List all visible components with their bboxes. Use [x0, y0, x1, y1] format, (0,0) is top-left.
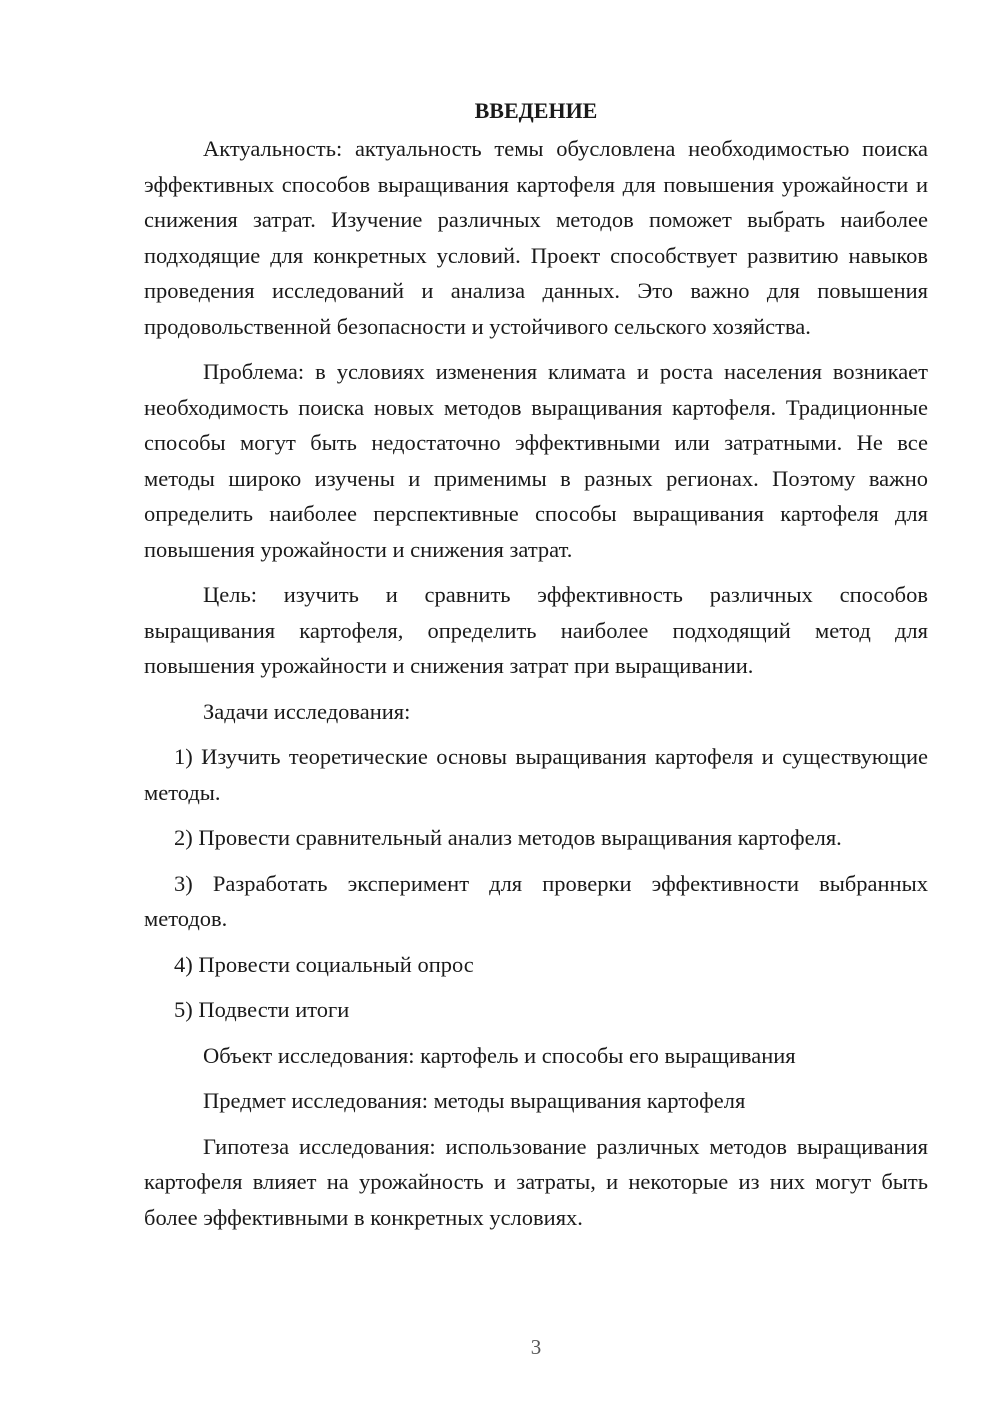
- page-number: 3: [530, 1335, 542, 1359]
- task-item-3: 3) Разработать эксперимент для проверки эффективности выбранных методов.: [144, 870, 928, 931]
- task-item-2: 2) Провести сравнительный анализ методов выращивания картофеля.: [174, 825, 842, 850]
- task-item-1: 1) Изучить теоретические основы выращивания картофеля и существующие методы.: [144, 744, 928, 805]
- task-item-4: 4) Провести социальный опрос: [174, 951, 474, 977]
- tasks-intro: Задачи исследования:: [203, 698, 411, 724]
- goal-paragraph: Цель: изучить и сравнить эффективность различных способов выращивания картофеля, определить наиболее подходящий метод для повышения урожайности и снижения затрат при выращивании.: [144, 582, 928, 678]
- problem-paragraph: Проблема: в условиях изменения климата и роста населения возникает необходимость поиска новых методов выращивания картофеля. Традиционные способы могут быть недостаточно эффективными или затратными. Не все методы широко изучены и применимы в разных регионах. Поэтому важно определить наиболее перспективные способы выращивания картофеля для повышения урожайности и снижения затрат.: [144, 359, 928, 562]
- subject-paragraph: Предмет исследования: методы выращивания картофеля: [203, 1088, 746, 1113]
- section-heading: ВВЕДЕНИЕ: [474, 98, 598, 123]
- hypothesis-paragraph: Гипотеза исследования: использование различных методов выращивания картофеля влияет на урожайность и затраты, и некоторые из них могут быть более эффективными в конкретных условиях.: [144, 1133, 928, 1230]
- relevance-paragraph: Актуальность: актуальность темы обусловлена необходимостью поиска эффективных способов выращивания картофеля для повышения урожайности и снижения затрат. Изучение различных методов поможет выбрать наиболее подходящие для конкретных условий. Проект способствует развитию навыков проведения исследований и анализа данных. Это важно для повышения продовольственной безопасности и устойчивого сельского хозяйства.: [144, 136, 928, 339]
- object-paragraph: Объект исследования: картофель и способы его выращивания: [203, 1042, 796, 1068]
- task-item-5: 5) Подвести итоги: [174, 997, 350, 1022]
- document-page: [144, 96, 928, 1245]
